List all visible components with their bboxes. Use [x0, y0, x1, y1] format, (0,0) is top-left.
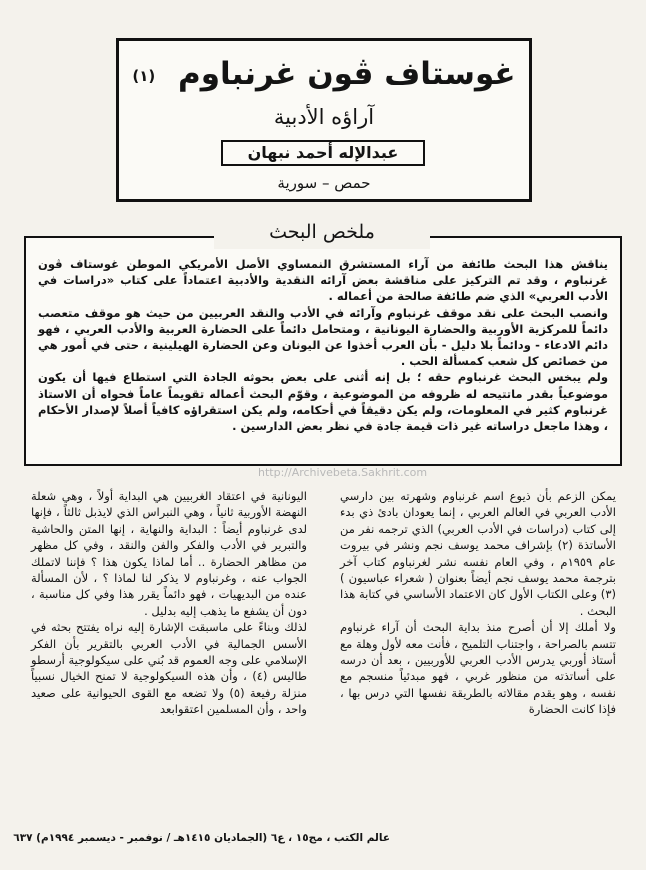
archive-watermark: http://Archivebeta.Sakhrit.com: [258, 466, 428, 479]
author-name: عبدالإله أحمد نبهان: [221, 140, 425, 166]
abstract-paragraph: وانصب البحث على نقد موقف غرنباوم وآرائه في الأدب والنقد العربيين من حيث هو موقف متعصب دائماً للمركزية الأوربية والحضارة اليونانية ، ومتحامل دائماً على الحضارة العربية والأدب العربي ، فهو دائم الادعاء - ودائماً بلا دليل - بأن العرب أخذوا عن اليونان وعن الحضارة الهيلينية ، حتى في أمور هي من خصائص كل شعب كمسألة الحب .: [38, 305, 608, 369]
body-column-left: [31, 488, 307, 788]
abstract-paragraph: يناقش هذا البحث طائفة من آراء المستشرق النمساوي الأصل الأمريكي الموطن غوستاف ڤون غرنباوم ، وقد تم التركيز على مناقشة بعض آرائه النقدية والأدبية اعتماداً على كتاب «دراسات في الأدب العربي» الذي ضم طائفة صالحة من أعماله .: [38, 257, 608, 304]
article-title: غوستاف ڤون غرنباوم: [178, 56, 516, 92]
page-footer: عالم الكتب ، مج١٥ ، ع٦ (الجماديان ١٤١٥هـ / نوفمبر - ديسمبر ١٩٩٤م) ٦٣٧: [13, 832, 390, 844]
article-title-line: [119, 55, 529, 95]
title-footnote-number: (١): [132, 66, 156, 85]
abstract-paragraph: ولم يبخس البحث غرنباوم حقه ؛ بل إنه أثنى على بعض بحوثه الجادة التي استطاع فيها أن يكون موضوعياً بقدر ماتتيحه له ظروفه من الموضوعية ، وقوّم البحث أعماله تقويماً عاماً فحواه أن الاستاذ غرنباوم كثير في المعلومات، ولم يكن دقيقاً في أحكامه، ولم يكن استقراؤه كافياً أصلاً لإصدار الأحكام ، وهذا ماجعل دراساته غير ذات قيمة جادة في نظر بعض الدارسين .: [38, 370, 608, 434]
body-paragraph: ولا أملك إلا أن أصرح منذ بداية البحث أن آراء غرنباوم تتسم بالصراحة ، واجتناب التلميح ، فأنت معه لأول وهلة مع أستاذ أوربي يدرس الأدب العربي للأوربيين ، بعد أن درسه على أساتذته من منظور غربي ، فهو مبدئياً منسجم مع نفسه ، وهو يقدم مقالاته بالطريقة نفسها التي درس بها ، فإذا كانت الحضارة: [340, 620, 616, 717]
body-paragraph: يمكن الزعم بأن ذيوع اسم غرنباوم وشهرته بين دارسي الأدب العربي في العالم العربي ، إنما يعودان بادئ ذي بدء إلى كتاب (دراسات في الأدب العربي) الذي ترجمه نفر من الأساتذة (٢) بإشراف محمد يوسف نجم ونشر في بيروت عام ١٩٥٩م ، وفي العام نفسه نشر لغرنباوم كتاب آخر بترجمة محمد يوسف نجم أيضاً بعنوان ( شعراء عباسيون ) (٣) وعلى الكتاب الأول كان الاعتماد الأساسي في كتابة هذا البحث .: [340, 489, 616, 618]
abstract-box: [24, 221, 622, 466]
abstract-text: [38, 256, 608, 434]
article-subtitle: آراؤه الأدبية: [273, 105, 375, 129]
body-paragraph: اليونانية في اعتقاد الغربيين هي البداية أولاً ، وهي شعلة النهضة الأوربية ثانياً ، وهي النبراس الذي لايذبل ثالثاً ، فإنها لدى غرنباوم أيضاً : البداية والنهاية ، إنها المتن والحاشية والتبرير في الأدب والفكر والفن والنقد ، وفي كل مظهر من مظاهر الحضارة .. أما لماذا يكون هذا ؟ فإننا لاتملك الجواب عنه ، وغرنباوم لا يذكر لنا لماذا ؟ ، لأن المسألة عنده من البديهيات ، فهو دائماً يقرر هذا وفي كل مناسبة ، دون أن يشفع ما يذهب إليه بدليل .: [31, 489, 307, 618]
body-paragraph: لذلك وبناءً على ماسبقت الإشارة إليه نراه يفتتح بحثه في الأسس الجمالية في الأدب العربي بالتقرير بأن الفكر الإسلامي على وجه العموم قد بُني على سيكولوجية أرسطو طاليس (٤) ، وأن هذه السيكولوجية لا تمنح الخيال نسبياً منزلة رفيعة (٥) ولا تضعه مع القوى الحيوانية على صعيد واحد ، وأن المسلمين اعتقوابعد: [31, 620, 307, 717]
body-column-right: [340, 488, 616, 788]
abstract-heading: ملخص البحث: [214, 215, 430, 249]
author-location: حمص – سورية: [277, 174, 371, 192]
title-box: [116, 38, 532, 202]
